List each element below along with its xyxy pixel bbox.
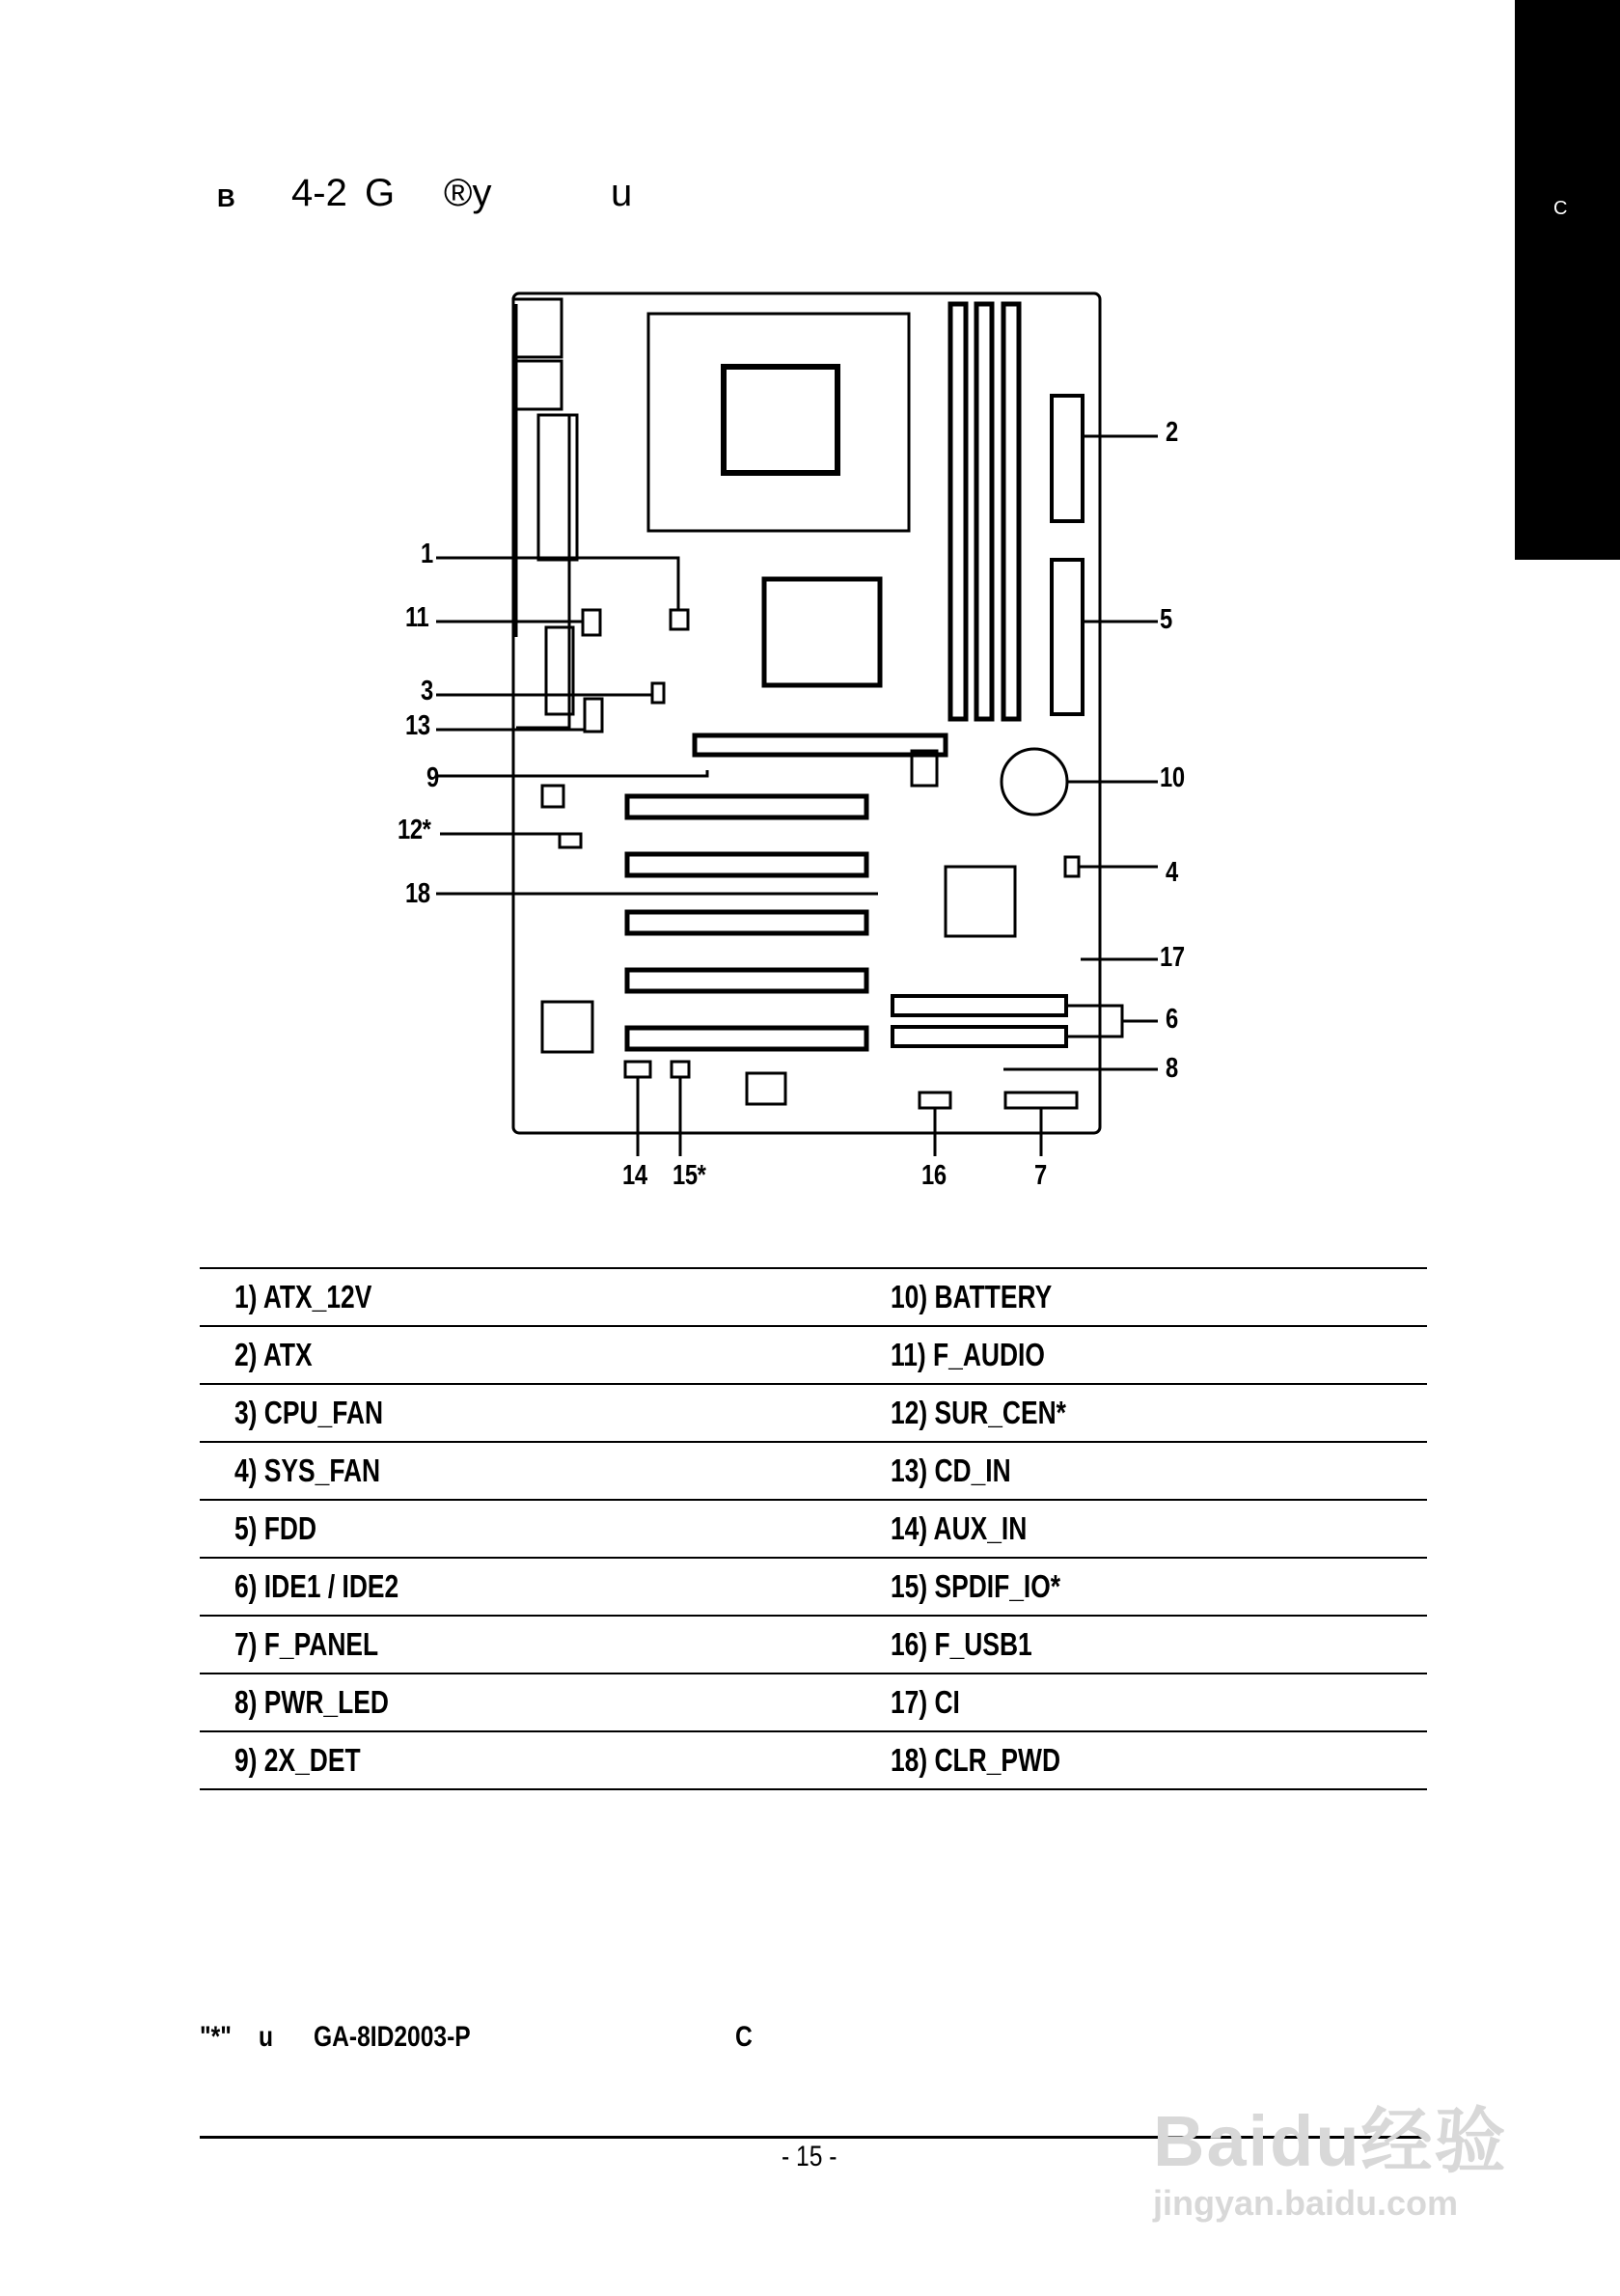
callout-5: 5: [1160, 604, 1172, 635]
connector-row: [200, 1442, 1427, 1500]
connector-right-label: 12) SUR_CEN*: [891, 1395, 1066, 1430]
dimm-slot-1: [950, 304, 966, 719]
atx-connector: [1052, 396, 1083, 521]
io-block-3: [538, 415, 577, 560]
heading-word-2: ®y: [444, 172, 492, 214]
footnote-c: C: [735, 2021, 753, 2053]
connector-row: [200, 1731, 1427, 1789]
dimm-slot-2: [976, 304, 992, 719]
connector-left-label: 1) ATX_12V: [234, 1279, 372, 1314]
cpu-fan-header: [652, 683, 664, 703]
connector-right-label: 16) F_USB1: [891, 1626, 1032, 1662]
dimm-slot-3: [1003, 304, 1019, 719]
connector-right-label: 13) CD_IN: [891, 1452, 1011, 1488]
connector-right-label: 18) CLR_PWD: [891, 1742, 1061, 1778]
sys-fan-header: [1065, 857, 1079, 876]
heading-prefix: B: [217, 183, 235, 212]
connector-left-label: 2) ATX: [234, 1337, 313, 1372]
callout-6: 6: [1166, 1004, 1178, 1035]
connector-right-label: 11) F_AUDIO: [891, 1337, 1045, 1372]
callout-11: 11: [405, 602, 429, 633]
northbridge-chip: [764, 579, 880, 685]
spdif-header: [672, 1062, 689, 1077]
atx12v-header: [671, 610, 688, 629]
chip-small-1: [542, 786, 563, 807]
callout-9: 9: [426, 762, 439, 793]
connector-table: [200, 1267, 1427, 1790]
connector-row: [200, 1558, 1427, 1616]
connector-left-label: 4) SYS_FAN: [234, 1452, 381, 1488]
leader-6: [1066, 1006, 1158, 1037]
watermark-url: jingyan.baidu.com: [1153, 2183, 1459, 2223]
chip-small-2: [542, 1002, 592, 1052]
heading-section: 4-2: [291, 172, 347, 214]
ide1-connector: [892, 996, 1066, 1015]
callout-15: 15*: [673, 1160, 706, 1191]
callout-4: 4: [1166, 857, 1178, 888]
footnote-u: u: [259, 2021, 274, 2053]
connector-left-label: 3) CPU_FAN: [234, 1395, 384, 1430]
io-block-1: [513, 299, 562, 357]
heading-word-1: G: [365, 172, 396, 214]
sur-cen-header: [560, 834, 581, 847]
callout-8: 8: [1166, 1053, 1178, 1084]
page-number: - 15 -: [782, 2141, 837, 2172]
f-panel-header: [1005, 1093, 1077, 1108]
connector-left-label: 9) 2X_DET: [234, 1742, 361, 1778]
callout-17: 17: [1160, 942, 1185, 973]
cpu-socket: [648, 314, 909, 531]
connector-row: [200, 1384, 1427, 1442]
connector-right-label: 17) CI: [891, 1684, 960, 1720]
connector-row: [200, 1616, 1427, 1674]
callout-1: 1: [421, 539, 433, 569]
callout-2: 2: [1166, 417, 1178, 448]
callout-3: 3: [421, 676, 433, 706]
chip-small-3: [747, 1073, 785, 1104]
connector-row: [200, 1674, 1427, 1731]
callout-13: 13: [405, 710, 430, 741]
connector-row: [200, 1326, 1427, 1384]
pci-slot-4: [627, 970, 866, 991]
connector-left-label: 7) F_PANEL: [234, 1626, 379, 1662]
io-block-2: [513, 361, 562, 409]
connector-left-label: 6) IDE1 / IDE2: [234, 1568, 399, 1604]
ide2-connector: [892, 1027, 1066, 1046]
heading-word-3: u: [611, 172, 633, 214]
usb-header: [920, 1093, 950, 1108]
southbridge-chip: [946, 867, 1015, 936]
callout-10: 10: [1160, 762, 1185, 793]
aux-in-header: [625, 1062, 650, 1077]
connector-right-label: 10) BATTERY: [891, 1279, 1053, 1314]
leader-9: [436, 770, 707, 776]
connector-row: [200, 1500, 1427, 1558]
footnote-model: GA-8ID2003-P: [314, 2021, 471, 2053]
connector-right-label: 14) AUX_IN: [891, 1510, 1028, 1546]
cd-in-header: [585, 699, 602, 732]
leader-1: [436, 558, 678, 610]
pci-slot-3: [627, 912, 866, 933]
connector-row: [200, 1268, 1427, 1326]
pci-slot-5: [627, 1028, 866, 1049]
pci-slot-2: [627, 854, 866, 875]
side-tab: [1515, 0, 1620, 560]
connector-right-label: 15) SPDIF_IO*: [891, 1568, 1061, 1604]
side-tab-letter: C: [1553, 198, 1568, 219]
footnote-star: "*": [200, 2021, 232, 2053]
connector-left-label: 8) PWR_LED: [234, 1684, 389, 1720]
callout-14: 14: [622, 1160, 647, 1191]
callout-12: 12*: [398, 815, 431, 845]
callout-18: 18: [405, 878, 430, 909]
agp-slot: [695, 735, 946, 755]
watermark-logo: Baidu经验: [1153, 2101, 1508, 2181]
fdd-connector: [1052, 560, 1083, 714]
callout-16: 16: [921, 1160, 947, 1191]
connector-left-label: 5) FDD: [234, 1510, 317, 1546]
pci-slot-1: [627, 796, 866, 817]
cpu-socket-inner: [724, 367, 837, 473]
callout-7: 7: [1034, 1160, 1047, 1191]
battery: [1002, 749, 1067, 815]
motherboard-diagram: [386, 270, 1216, 1197]
f-audio-header: [583, 610, 600, 635]
